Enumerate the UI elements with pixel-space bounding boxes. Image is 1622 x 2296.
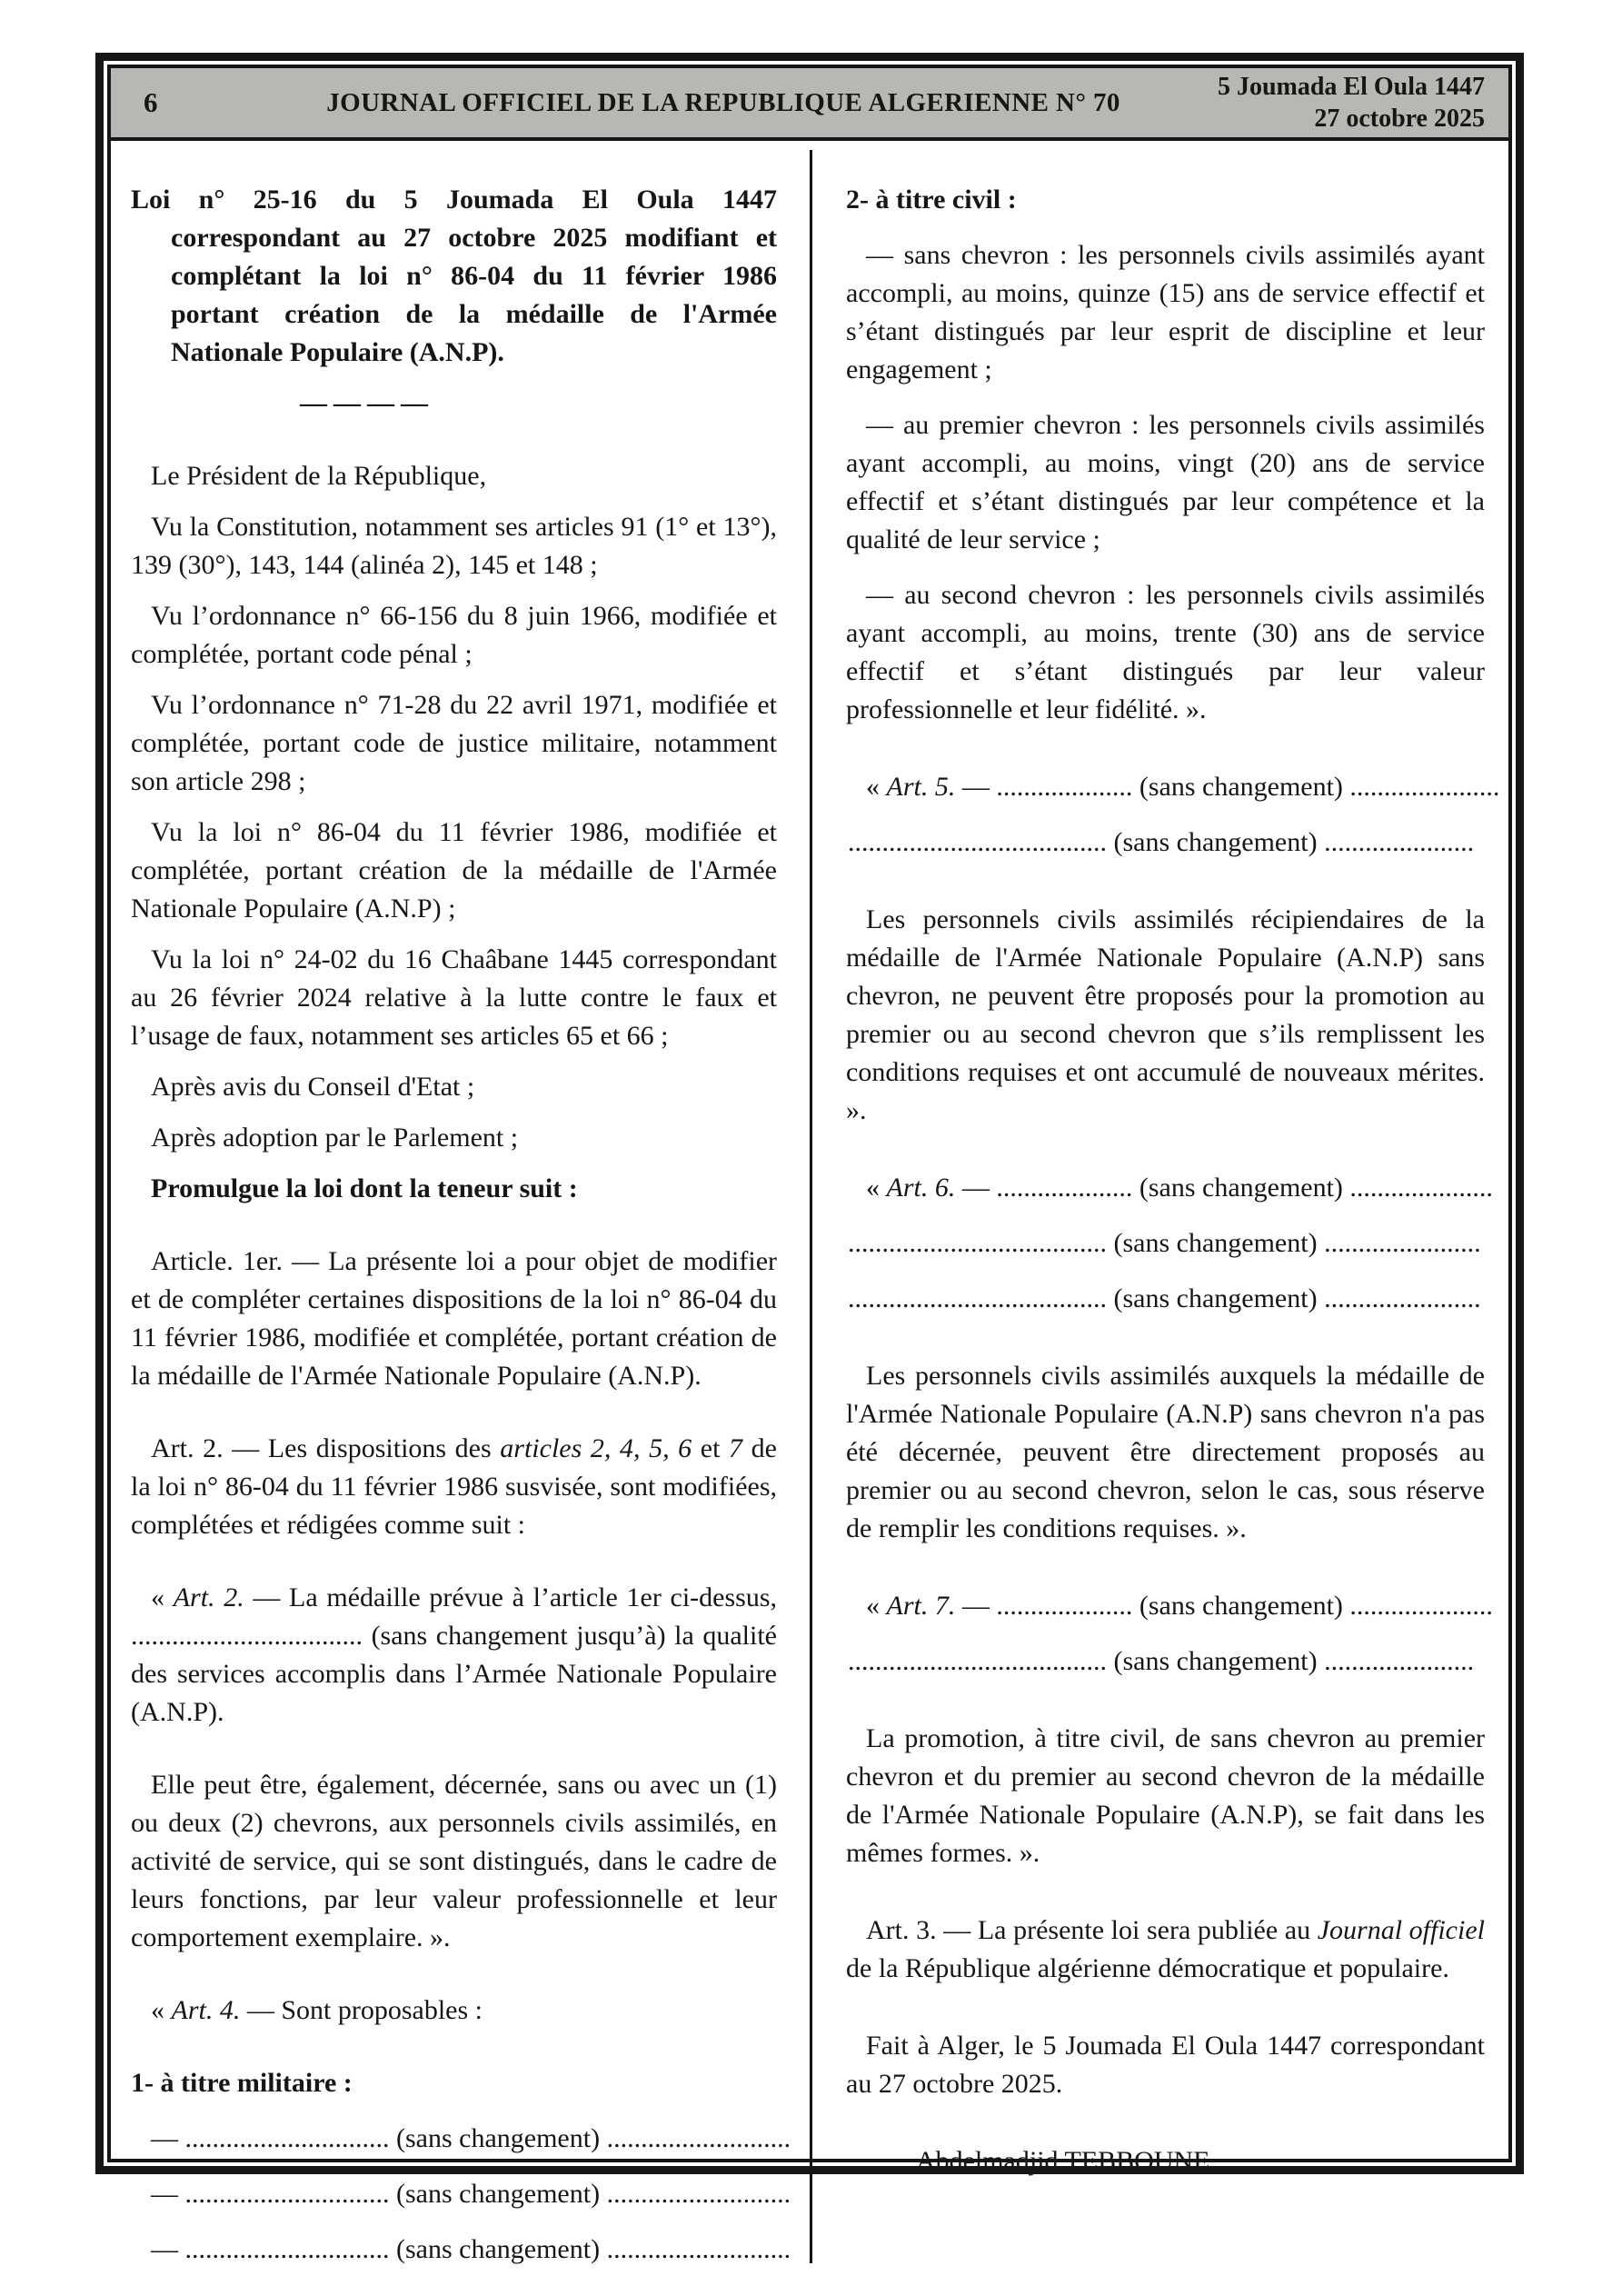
two-column-body xyxy=(111,141,1508,2269)
sans-changement-line: ...................................... (sans changement) ...................... xyxy=(848,1646,1475,1676)
apres-adoption: Après adoption par le Parlement ; xyxy=(151,1123,519,1153)
date-gregorian: 27 octobre 2025 xyxy=(1314,105,1485,133)
vu-loi-86-04: Vu la loi n° 86-04 du 11 février 1986, modifiée et complétée, portant création de la médaille de l'Armée Nationale Populaire (A.N.P) ; xyxy=(131,817,777,923)
signature: Abdelmadjid TEBBOUNE. xyxy=(915,2146,1217,2176)
promulgation: Promulgue la loi dont la teneur suit : xyxy=(151,1173,578,1203)
heading-titre-militaire: 1- à titre militaire : xyxy=(131,2068,353,2098)
header-band xyxy=(111,68,1508,141)
sans-changement-line: ...................................... (sans changement) ....................... xyxy=(848,1228,1481,1258)
heading-titre-civil: 2- à titre civil : xyxy=(846,185,1017,215)
quote-art-6: « Art. 6. — .................... (sans changement) ..................... xyxy=(866,1173,1493,1203)
sans-changement-item: — .............................. (sans changement) ........................... xyxy=(151,2123,791,2153)
quote-art-2-suite: Elle peut être, également, décernée, sans ou avec un (1) ou deux (2) chevrons, aux personnels civils assimilés, en activité de service, qui se sont distingués, dans le cadre de leurs fonctions, par leur valeur professionnelle et leur comportement exemplaire. ». xyxy=(131,1770,777,1952)
quote-art-4: « Art. 4. — Sont proposables : xyxy=(151,1995,483,2025)
journal-title: JOURNAL OFFICIEL DE LA REPUBLIQUE ALGERIENNE N° 70 xyxy=(326,87,1120,117)
quote-art-7-suite: La promotion, à titre civil, de sans chevron au premier chevron et du premier au second chevron de la médaille de l'Armée Nationale Populaire (A.N.P), se fait dans les mêmes formes. ». xyxy=(846,1723,1485,1868)
column-left xyxy=(111,181,810,2269)
civil-second-chevron: — au second chevron : les personnels civils assimilés ayant accompli, au moins, trente (30) ans de service effectif et s’étant distingués par leur valeur professionnelle et leur fidélité. ». xyxy=(846,580,1485,724)
date-hijri: 5 Joumada El Oula 1447 xyxy=(1217,73,1485,101)
sans-changement-line: ...................................... (sans changement) ...................... xyxy=(848,827,1475,857)
page-frame xyxy=(95,53,1524,2264)
sans-changement-item: — .............................. (sans changement) ........................... xyxy=(151,2179,791,2209)
quote-art-7: « Art. 7. — .................... (sans changement) ..................... xyxy=(866,1591,1493,1621)
article-2: Art. 2. — Les dispositions des articles 2, 4, 5, 6 et 7 de la loi n° 86-04 du 11 février 1986 susvisée, sont modifiées, complétées et rédigées comme suit : xyxy=(131,1433,777,1540)
sans-changement-line: ...................................... (sans changement) ....................... xyxy=(848,1283,1481,1313)
quote-art-5: « Art. 5. — .................... (sans changement) ...................... xyxy=(866,772,1500,802)
fait-a-alger: Fait à Alger, le 5 Joumada El Oula 1447 correspondant au 27 octobre 2025. xyxy=(846,2031,1485,2099)
quote-art-2: « Art. 2. — La médaille prévue à l’article 1er ci-dessus, .................................. (sans changement jusqu’à) la qualité des services accomplis dans l’Armée Nationale Populaire (A.N.P). xyxy=(131,1582,778,1727)
article-1: Article. 1er. — La présente loi a pour objet de modifier et de compléter certaines dispositions de la loi n° 86-04 du 11 février 1986, modifiée et complétée, portant création de la médaille de l'Armée Nationale Populaire (A.N.P). xyxy=(131,1246,777,1391)
separator: ———— xyxy=(300,388,434,418)
page-number: 6 xyxy=(144,86,158,118)
sans-changement-item: — .............................. (sans changement) ........................... xyxy=(151,2234,791,2264)
quote-art-5-suite: Les personnels civils assimilés récipiendaires de la médaille de l'Armée Nationale Populaire (A.N.P) sans chevron, ne peuvent être proposés pour la promotion au premier ou au second chevron que s’ils remplissent les conditions requises et ont accumulé de nouveaux mérites. ». xyxy=(846,904,1485,1125)
vu-constitution: Vu la Constitution, notamment ses articles 91 (1° et 13°), 139 (30°), 143, 144 (alinéa 2), 145 et 148 ; xyxy=(131,512,777,580)
column-right xyxy=(810,181,1508,2269)
quote-art-6-suite: Les personnels civils assimilés auxquels la médaille de l'Armée Nationale Populaire (A.N.P) sans chevron n'a pas été décernée, peuvent être directement proposés au premier ou au second chevron, selon le cas, sous réserve de remplir les conditions requises. ». xyxy=(846,1361,1485,1543)
vu-loi-24-02: Vu la loi n° 24-02 du 16 Chaâbane 1445 correspondant au 26 février 2024 relative à la lutte contre le faux et l’usage de faux, notamment ses articles 65 et 66 ; xyxy=(131,944,777,1051)
article-3: Art. 3. — La présente loi sera publiée au Journal officiel de la République algérienne démocratique et populaire. xyxy=(846,1915,1485,1983)
apres-avis: Après avis du Conseil d'Etat ; xyxy=(151,1072,475,1102)
page-frame-inner xyxy=(107,65,1512,2264)
preamble-president: Le Président de la République, xyxy=(151,461,487,491)
header-dates xyxy=(1176,71,1485,135)
law-title: Loi n° 25-16 du 5 Joumada El Oula 1447 correspondant au 27 octobre 2025 modifiant et complétant la loi n° 86-04 du 11 février 1986 portant création de la médaille de l'Armée Nationale Populaire (A.N.P). xyxy=(131,185,777,367)
vu-ordonnance-71-28: Vu l’ordonnance n° 71-28 du 22 avril 1971, modifiée et complétée, portant code de justice militaire, notamment son article 298 ; xyxy=(131,690,777,796)
civil-sans-chevron: — sans chevron : les personnels civils assimilés ayant accompli, au moins, quinze (15) ans de service effectif et s’étant distingués par leur esprit de discipline et leur engagement ; xyxy=(846,240,1485,384)
vu-ordonnance-66-156: Vu l’ordonnance n° 66-156 du 8 juin 1966, modifiée et complétée, portant code pénal ; xyxy=(131,601,777,669)
civil-premier-chevron: — au premier chevron : les personnels civils assimilés ayant accompli, au moins, vingt (20) ans de service effectif et s’étant distingués par leur compétence et la qualité de leur service ; xyxy=(846,410,1485,554)
